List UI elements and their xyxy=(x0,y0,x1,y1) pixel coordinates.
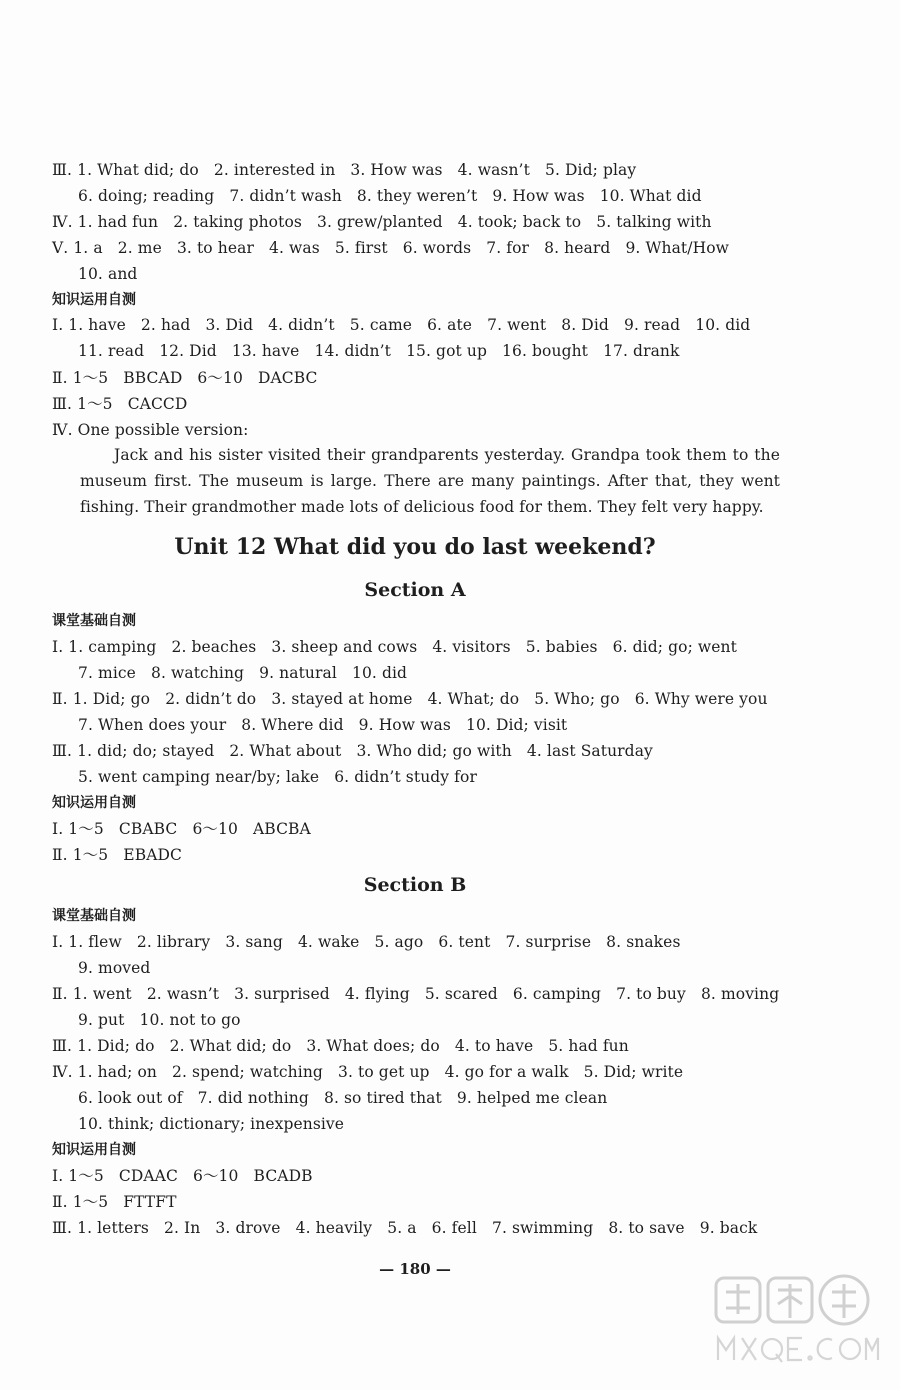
essay-line: museum first. The museum is large. There are many paintings. After that, they went xyxy=(80,472,780,490)
answer-line: Ⅲ. 1. Did; do 2. What did; do 3. What does; do 4. to have 5. had fun xyxy=(52,1037,629,1055)
section-heading: 课堂基础自测 xyxy=(52,908,136,924)
answer-line: 6. look out of 7. did nothing 8. so tired that 9. helped me clean xyxy=(78,1089,608,1107)
section-heading: 知识运用自测 xyxy=(52,795,136,811)
answer-line: Ⅱ. 1～5 BBCAD 6～10 DACBC xyxy=(52,369,318,387)
section-heading: 课堂基础自测 xyxy=(52,613,136,629)
answer-line: Ⅱ. 1～5 FTTFT xyxy=(52,1193,177,1211)
answer-line: 7. mice 8. watching 9. natural 10. did xyxy=(78,664,408,682)
answer-line: Ⅳ. One possible version: xyxy=(52,421,249,439)
section-heading: 知识运用自测 xyxy=(52,1142,136,1158)
answer-line: Ⅰ. 1. camping 2. beaches 3. sheep and cows 4. visitors 5. babies 6. did; go; went xyxy=(52,638,737,656)
answer-line: 5. went camping near/by; lake 6. didn’t study for xyxy=(78,768,477,786)
essay-line: Jack and his sister visited their grandparents yesterday. Grandpa took them to the xyxy=(114,446,780,464)
answer-line: Ⅰ. 1. flew 2. library 3. sang 4. wake 5. ago 6. tent 7. surprise 8. snakes xyxy=(52,933,681,951)
section-title: Section B xyxy=(363,874,467,896)
answer-line: Ⅲ. 1. letters 2. In 3. drove 4. heavily 5. a 6. fell 7. swimming 8. to save 9. back xyxy=(52,1219,758,1237)
answer-line: Ⅲ. 1～5 CACCD xyxy=(52,395,188,413)
answer-line: 6. doing; reading 7. didn’t wash 8. they weren’t 9. How was 10. What did xyxy=(78,187,702,205)
answer-line: Ⅱ. 1～5 EBADC xyxy=(52,846,182,864)
answer-line: Ⅴ. 1. a 2. me 3. to hear 4. was 5. first 6. words 7. for 8. heard 9. What/How xyxy=(52,239,730,257)
page-number: — 180 — xyxy=(379,1260,451,1278)
answer-line: 9. put 10. not to go xyxy=(78,1011,241,1029)
essay-line: fishing. Their grandmother made lots of delicious food for them. They felt very happy. xyxy=(80,498,764,516)
answer-line: Ⅱ. 1. Did; go 2. didn’t do 3. stayed at home 4. What; do 5. Who; go 6. Why were you xyxy=(52,690,768,708)
section-heading: 知识运用自测 xyxy=(52,292,136,308)
answer-line: Ⅲ. 1. What did; do 2. interested in 3. How was 4. wasn’t 5. Did; play xyxy=(52,161,637,179)
section-title: Section A xyxy=(364,579,466,601)
answer-line: 10. think; dictionary; inexpensive xyxy=(78,1115,345,1133)
answer-line: Ⅱ. 1. went 2. wasn’t 3. surprised 4. flying 5. scared 6. camping 7. to buy 8. moving xyxy=(52,985,780,1003)
answer-line: Ⅳ. 1. had fun 2. taking photos 3. grew/planted 4. took; back to 5. talking with xyxy=(52,213,712,231)
answer-line: Ⅰ. 1～5 CBABC 6～10 ABCBA xyxy=(52,820,311,838)
answer-line: Ⅳ. 1. had; on 2. spend; watching 3. to get up 4. go for a walk 5. Did; write xyxy=(52,1063,684,1081)
answer-line: Ⅲ. 1. did; do; stayed 2. What about 3. Who did; go with 4. last Saturday xyxy=(52,742,653,760)
watermark-logo xyxy=(706,1270,886,1370)
unit-title: Unit 12 What did you do last weekend? xyxy=(174,534,656,560)
answer-line: 9. moved xyxy=(78,959,151,977)
answer-line: Ⅰ. 1. have 2. had 3. Did 4. didn’t 5. came 6. ate 7. went 8. Did 9. read 10. did xyxy=(52,316,751,334)
answer-line: 7. When does your 8. Where did 9. How was 10. Did; visit xyxy=(78,716,568,734)
answer-line: 11. read 12. Did 13. have 14. didn’t 15. got up 16. bought 17. drank xyxy=(78,342,680,360)
answer-line: 10. and xyxy=(78,265,138,283)
answer-line: Ⅰ. 1～5 CDAAC 6～10 BCADB xyxy=(52,1167,313,1185)
